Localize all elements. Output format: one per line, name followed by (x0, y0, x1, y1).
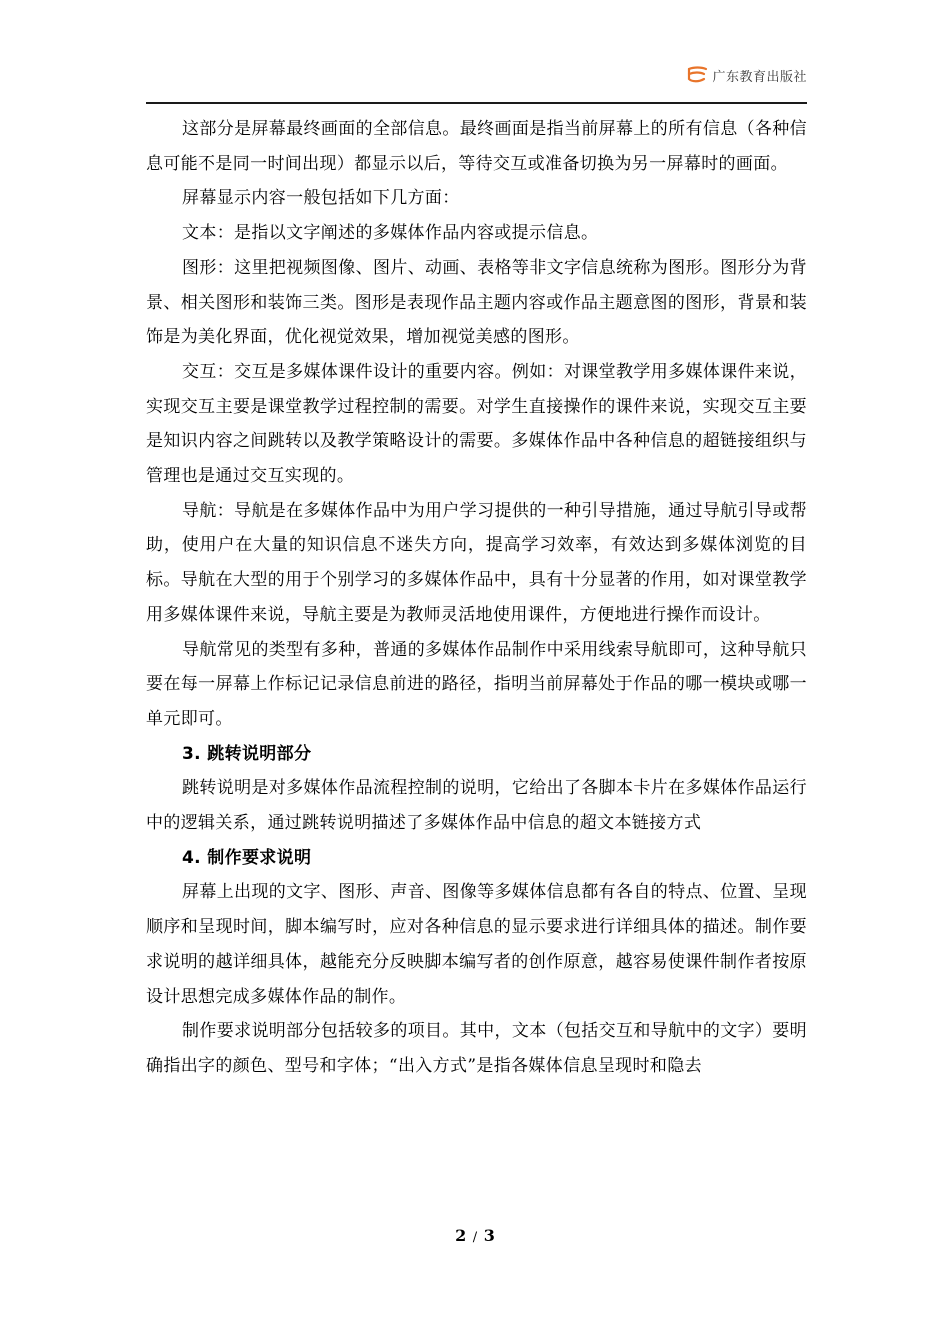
page-header (146, 0, 807, 104)
body-paragraph: 文本：是指以文字阐述的多媒体作品内容或提示信息。 (182, 223, 599, 244)
publisher-logo-icon (686, 66, 708, 84)
page-number (0, 1226, 950, 1245)
publisher-name: 广东教育出版社 (712, 69, 807, 85)
section-heading: 4. 制作要求说明 (182, 847, 312, 868)
body-paragraph: 这部分是屏幕最终画面的全部信息。最终画面是指当前屏幕上的所有信息（各种信息可能不是同一时间出现）都显示以后，等待交互或准备切换为另一屏幕时的画面。 (146, 119, 807, 174)
publisher-brand (686, 64, 807, 86)
body-paragraph: 屏幕显示内容一般包括如下几方面： (182, 188, 460, 209)
body-paragraph: 制作要求说明部分包括较多的项目。其中，文本（包括交互和导航中的文字）要明确指出字的颜色、型号和字体；“出入方式”是指各媒体信息呈现时和隐去 (146, 1021, 807, 1076)
document-body (146, 112, 807, 1084)
body-paragraph: 导航：导航是在多媒体作品中为用户学习提供的一种引导措施，通过导航引导或帮助，使用户在大量的知识信息不迷失方向，提高学习效率，有效达到多媒体浏览的目标。导航在大型的用于个别学习的多媒体作品中，具有十分显著的作用，如对课堂教学用多媒体课件来说，导航主要是为教师灵活地使用课件，方便地进行操作而设计。 (146, 500, 807, 625)
section-heading: 3. 跳转说明部分 (182, 743, 312, 764)
body-paragraph: 交互：交互是多媒体课件设计的重要内容。例如：对课堂教学用多媒体课件来说，实现交互主要是课堂教学过程控制的需要。对学生直接操作的课件来说，实现交互主要是知识内容之间跳转以及教学策略设计的需要。多媒体作品中各种信息的超链接组织与管理也是通过交互实现的。 (146, 361, 807, 487)
current-page: 2 (455, 1226, 467, 1245)
body-paragraph: 屏幕上出现的文字、图形、声音、图像等多媒体信息都有各自的特点、位置、呈现顺序和呈现时间，脚本编写时，应对各种信息的显示要求进行详细具体的描述。制作要求说明的越详细具体，越能充分反映脚本编写者的创作原意，越容易使课件制作者按原设计思想完成多媒体作品的制作。 (146, 882, 807, 1007)
body-paragraph: 跳转说明是对多媒体作品流程控制的说明，它给出了各脚本卡片在多媒体作品运行中的逻辑关系，通过跳转说明描述了多媒体作品中信息的超文本链接方式 (146, 778, 807, 834)
body-paragraph: 图形：这里把视频图像、图片、动画、表格等非文字信息统称为图形。图形分为背景、相关图形和装饰三类。图形是表现作品主题内容或作品主题意图的图形，背景和装饰是为美化界面，优化视觉效果，增加视觉美感的图形。 (146, 257, 807, 348)
body-paragraph: 导航常见的类型有多种，普通的多媒体作品制作中采用线索导航即可，这种导航只要在每一屏幕上作标记记录信息前进的路径，指明当前屏幕处于作品的哪一模块或哪一单元即可。 (146, 639, 807, 729)
total-pages: 3 (483, 1226, 495, 1245)
page-separator: / (472, 1230, 478, 1245)
